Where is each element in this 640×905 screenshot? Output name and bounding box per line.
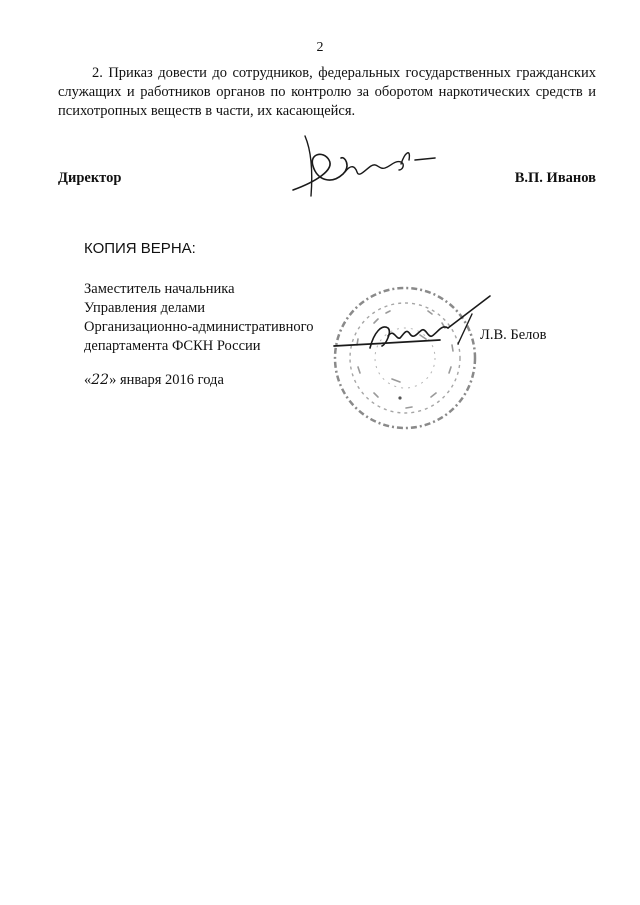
date-close-quote: » (109, 372, 117, 388)
certifier-position (84, 280, 313, 356)
page-number: 2 (316, 40, 324, 55)
certifier-name: Л.В. Белов (480, 327, 547, 343)
date-open-quote: « (84, 372, 92, 388)
handwritten-day: 22 (91, 372, 110, 388)
signatory-title: Директор (58, 170, 122, 186)
position-line: Управления делами (84, 300, 205, 316)
copy-certified-header: КОПИЯ ВЕРНА: (84, 240, 196, 257)
signatory-name: В.П. Иванов (514, 170, 596, 186)
order-paragraph: 2. Приказ довести до сотрудников, федеральных государственных гражданских служащих и работников органов по контролю за оборотом наркотических средств и психотропных веществ в части, их касающейся. (58, 65, 596, 119)
position-line: департамента ФСКН России (84, 338, 261, 354)
date-rest: января 2016 года (116, 372, 224, 388)
position-line: Организационно-административного (84, 319, 314, 335)
position-line: Заместитель начальника (84, 281, 235, 297)
director-signature (285, 130, 445, 205)
certifier-signature (330, 288, 500, 368)
certification-date (84, 372, 224, 389)
